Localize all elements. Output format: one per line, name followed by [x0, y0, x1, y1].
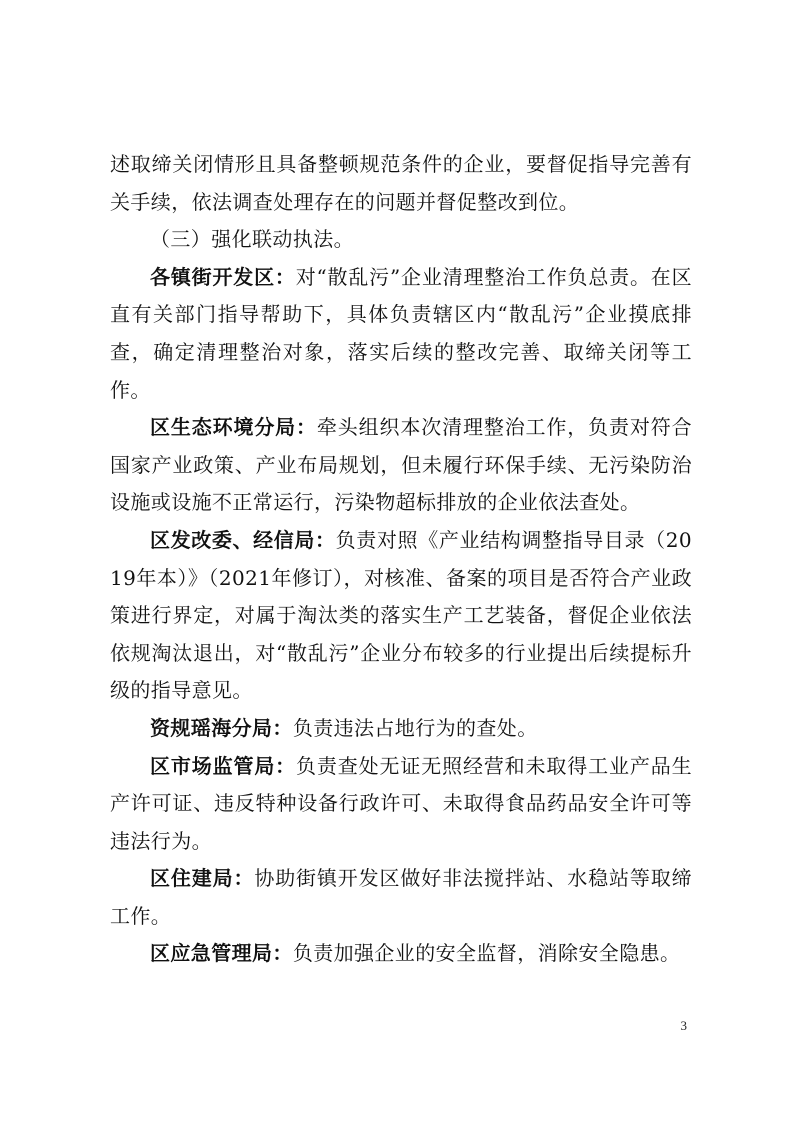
paragraph-lead: 资规瑶海分局：: [150, 715, 293, 740]
paragraph-lead: 区住建局：: [150, 866, 255, 891]
section-heading-3: [110, 221, 692, 259]
paragraph-natural-resources: [110, 710, 692, 748]
paragraph-town-streets: [110, 259, 692, 409]
document-body: [110, 146, 692, 973]
paragraph-text: 对“散乱污”企业清理整治工作负总责。在区直有关部门指导帮助下，具体负责辖区内“散乱污”企业摸底排查，确定清理整治对象，落实后续的整改完善、取缔关闭等工作。: [110, 264, 692, 402]
paragraph-text: 负责查处无证无照经营和未取得工业产品生产许可证、违反特种设备行政许可、未取得食品药品安全许可等违法行为。: [110, 753, 692, 853]
paragraph-eco-environment: [110, 409, 692, 522]
paragraph-text: 负责加强企业的安全监督，消除安全隐患。: [292, 941, 681, 966]
paragraph-housing-construction: [110, 860, 692, 935]
paragraph-lead: 区市场监管局：: [150, 753, 297, 778]
page-number: 3: [680, 1018, 687, 1033]
paragraph-lead: 区应急管理局：: [150, 941, 293, 966]
paragraph-lead: 各镇街开发区：: [150, 264, 296, 289]
paragraph-text: 负责对照《产业结构调整指导目录（2019年本）》（2021年修订），对核准、备案的项目是否符合产业政策进行界定，对属于淘汰类的落实生产工艺装备，督促企业依法依规淘汰退出，对“散乱污”企业分布较多的行业提出后续提标升级的指导意见。: [110, 527, 692, 703]
paragraph-development-reform: [110, 522, 692, 710]
paragraph-emergency-management: [110, 935, 692, 973]
paragraph-lead: 区发改委、经信局：: [150, 527, 336, 552]
paragraph-text: 负责违法占地行为的查处。: [292, 715, 538, 740]
paragraph-text: 述取缔关闭情形且具备整顿规范条件的企业，要督促指导完善有关手续，依法调查处理存在的问题并督促整改到位。: [110, 152, 692, 214]
paragraph-text: 协助街镇开发区做好非法搅拌站、水稳站等取缔工作。: [110, 866, 693, 928]
paragraph-continuation: [110, 146, 692, 221]
paragraph-market-supervision: [110, 748, 692, 861]
paragraph-text: 牵头组织本次清理整治工作，负责对符合国家产业政策、产业布局规划，但未履行环保手续、无污染防治设施或设施不正常运行，污染物超标排放的企业依法查处。: [110, 415, 693, 515]
paragraph-text: （三）强化联动执法。: [150, 227, 354, 252]
paragraph-lead: 区生态环境分局：: [150, 415, 317, 440]
